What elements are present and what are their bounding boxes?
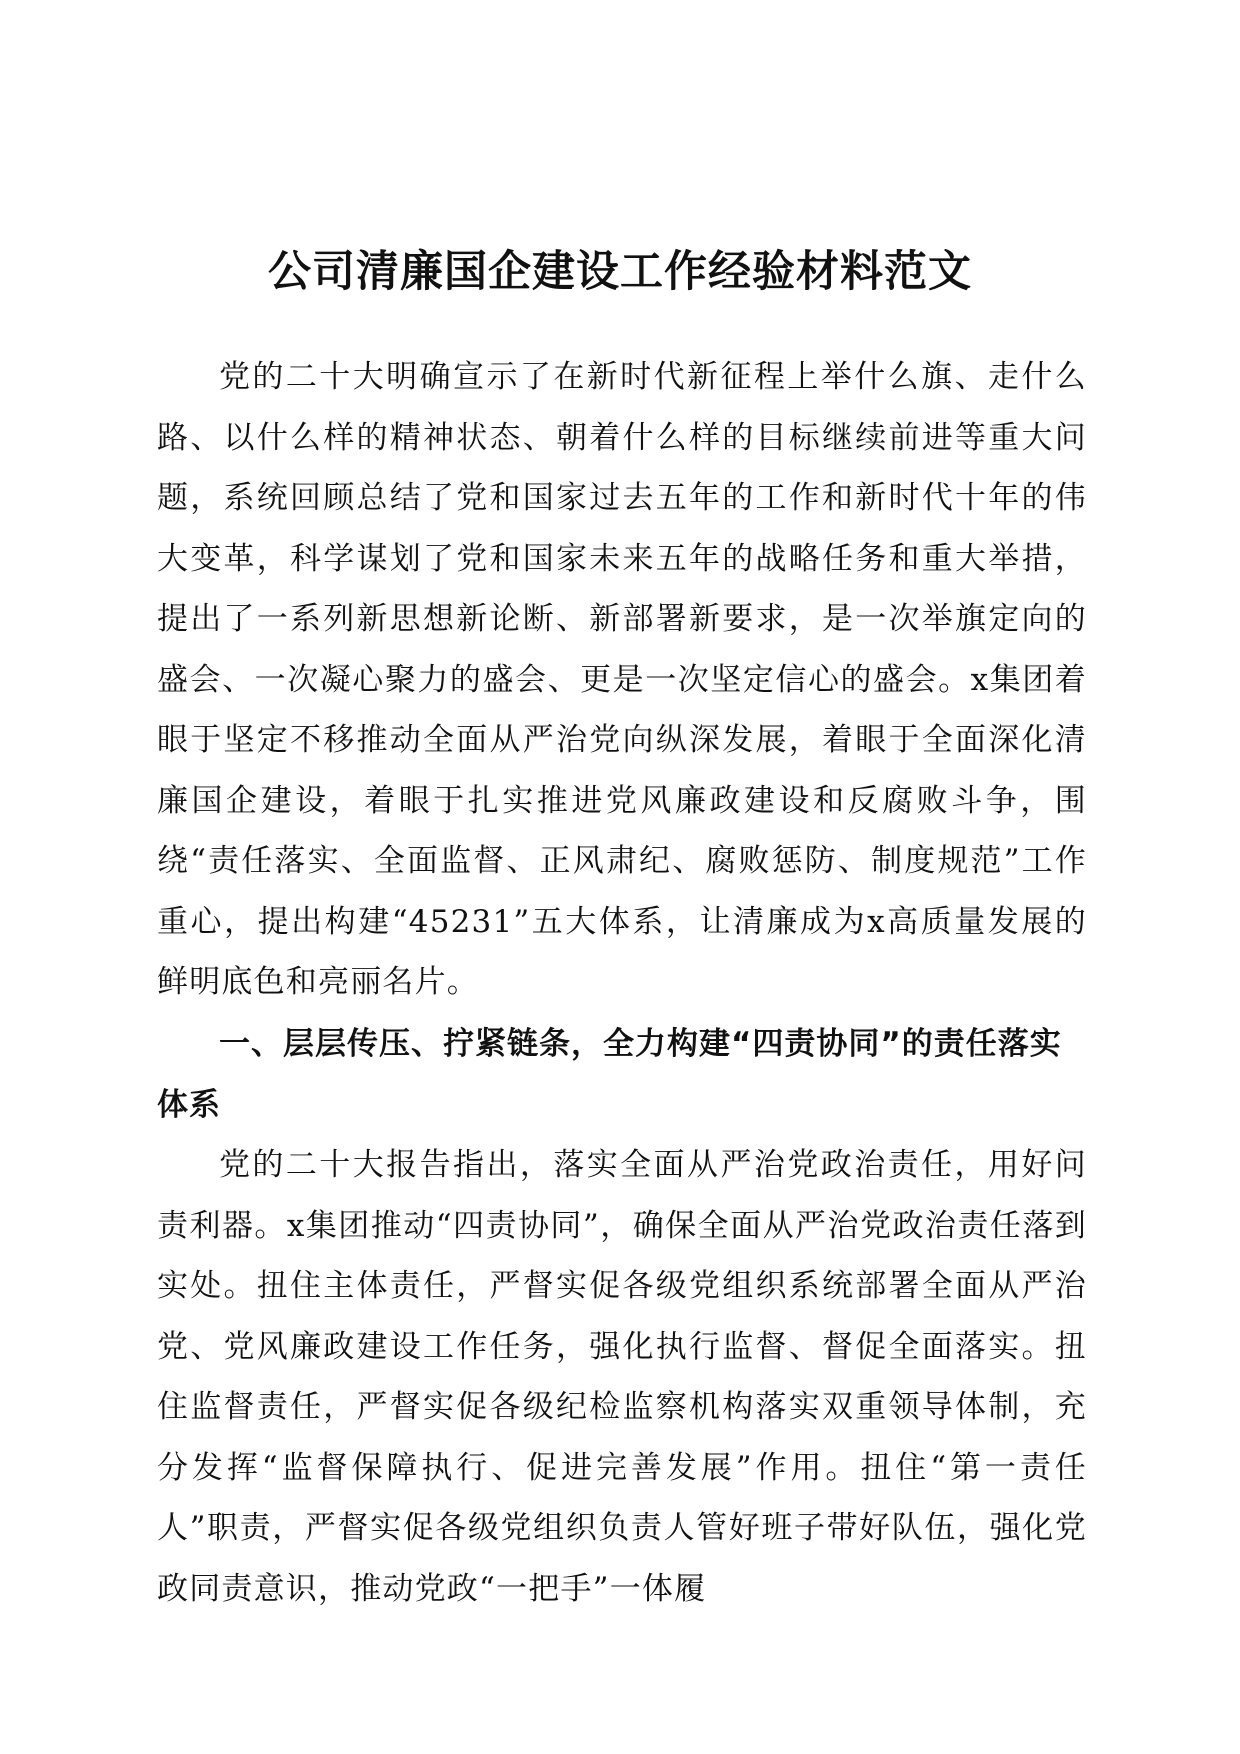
section-heading-1: 一、层层传压、拧紧链条，全力构建“四责协同”的责任落实体系	[157, 1026, 1062, 1123]
section-paragraph-1: 党的二十大报告指出，落实全面从严治党政治责任，用好问责利器。x集团推动“四责协同”，确保全面从严治党政治责任落到实处。扭住主体责任，严督实促各级党组织系统部署全面从严治党、党风廉政建设工作任务，强化执行监督、督促全面落实。扭住监督责任，严督实促各级纪检监察机构落实双重领导体制，充分发挥“监督保障执行、促进完善发展”作用。扭住“第一责任人”职责，严督实促各级党组织负责人管好班子带好队伍，强化党政同责意识，推动党政“一把手”一体履	[157, 1147, 1087, 1607]
intro-paragraph: 党的二十大明确宣示了在新时代新征程上举什么旗、走什么路、以什么样的精神状态、朝着什么样的目标继续前进等重大问题，系统回顾总结了党和国家过去五年的工作和新时代十年的伟大变革，科学谋划了党和国家未来五年的战略任务和重大举措，提出了一系列新思想新论断、新部署新要求，是一次举旗定向的盛会、一次凝心聚力的盛会、更是一次坚定信心的盛会。x集团着眼于坚定不移推动全面从严治党向纵深发展，着眼于全面深化清廉国企建设，着眼于扎实推进党风廉政建设和反腐败斗争，围绕“责任落实、全面监督、正风肃纪、腐败惩防、制度规范”工作重心，提出构建“45231”五大体系，让清廉成为x高质量发展的鲜明底色和亮丽名片。	[157, 359, 1087, 1000]
document-title: 公司清廉国企建设工作经验材料范文	[268, 247, 972, 297]
